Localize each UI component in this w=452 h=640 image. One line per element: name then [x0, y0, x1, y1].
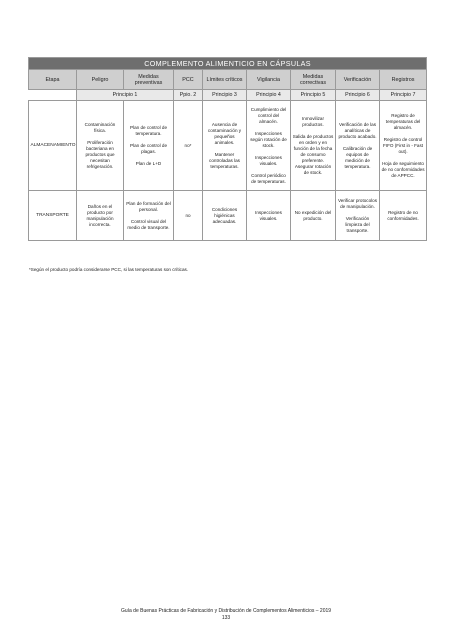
limites-criticos-cell: Condiciones higiénicas adecuadas. [203, 191, 247, 241]
medidas-preventivas-cell: Plan de formación del personal. Control visual del medio de transporte. [124, 191, 174, 241]
header-medidas-preventivas: Medidas preventivas [124, 70, 174, 90]
principle-4: Principio 4 [247, 90, 291, 101]
header-registros: Registros [380, 70, 427, 90]
principle-3: Principio 3 [203, 90, 247, 101]
header-pcc: PCC [174, 70, 203, 90]
pcc-cell: no [174, 191, 203, 241]
pcc-cell: no* [174, 101, 203, 191]
peligro-cell: Contaminación física. Proliferación bacteriana en productos que necesitan refrigeración. [77, 101, 124, 191]
page-number: 133 [221, 615, 231, 621]
limites-criticos-cell: Ausencia de contaminación y pequeños animales. Mantener controladas las temperaturas. [203, 101, 247, 191]
table-title: COMPLEMENTO ALIMENTICIO EN CÁPSULAS [29, 58, 427, 70]
registros-cell: Registro de temperaturas del almacén. Registro de control FIFO (First in - Fast out). Hoja de seguimiento de no conformidades de APPCC. [380, 101, 427, 191]
principle-1: Principio 1 [77, 90, 174, 101]
vigilancia-cell: Cumplimiento del control del almacén. Inspecciones según rotación de stock. Inspecciones visuales. Control periódico de temperaturas. [247, 101, 291, 191]
header-limites-criticos: Límites críticos [203, 70, 247, 90]
table-row [29, 101, 427, 191]
principle-5: Principio 5 [291, 90, 336, 101]
footer-guide-title: Guía de Buenas Prácticas de Fabricación y Distribución de Complementos Alimenticios – 2019 [120, 608, 332, 614]
table-row [29, 191, 427, 241]
verificacion-cell: Verificar protocolos de manipulación. Verificación limpieza del transporte. [336, 191, 380, 241]
registros-cell: Registro de no conformidades. [380, 191, 427, 241]
header-peligro: Peligro [77, 70, 124, 90]
principle-7: Principio 7 [380, 90, 427, 101]
header-vigilancia: Vigilancia [247, 70, 291, 90]
header-etapa: Etapa [29, 70, 77, 90]
principle-2: Ppio. 2 [174, 90, 203, 101]
principles-row [29, 90, 427, 101]
header-row [29, 70, 427, 90]
table-footnote: *Según el producto podría considerarse PCC, si las temperaturas son críticas. [29, 267, 189, 272]
medidas-correctivas-cell: Inmovilizar productos. Salida de productos en orden y en función de la fecha de consumo preferente. Asegurar rotación de stock. [291, 101, 336, 191]
medidas-preventivas-cell: Plan de control de temperatura. Plan de control de plagas. Plan de L+D [124, 101, 174, 191]
medidas-correctivas-cell: No expedición del producto. [291, 191, 336, 241]
vigilancia-cell: Inspecciones visuales. [247, 191, 291, 241]
header-medidas-correctivas: Medidas correctivas [291, 70, 336, 90]
haccp-table [28, 57, 427, 241]
stage-cell: ALMACENAMIENTO [29, 101, 77, 191]
principle-6: Principio 6 [336, 90, 380, 101]
verificacion-cell: Verificación de las analíticas de producto acabado. Calibración de equipos de medición de temperatura. [336, 101, 380, 191]
header-verificacion: Verificación [336, 70, 380, 90]
stage-cell: TRANSPORTE [29, 191, 77, 241]
peligro-cell: Daños en el producto por manipulación incorrecta. [77, 191, 124, 241]
